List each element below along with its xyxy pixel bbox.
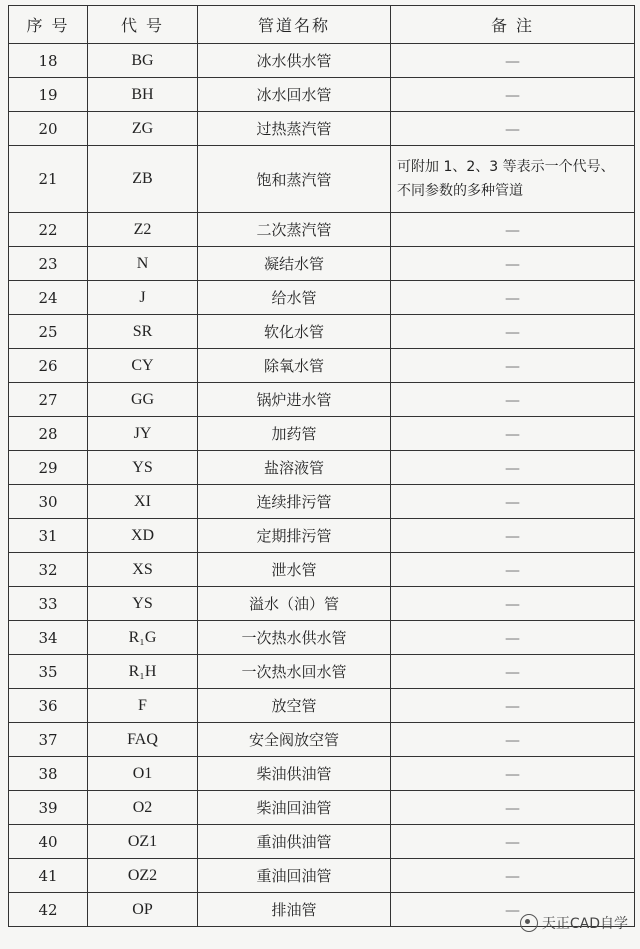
row-remark: — (391, 757, 635, 791)
row-number: 23 (9, 247, 88, 281)
row-code: CY (88, 349, 198, 383)
row-remark: — (391, 112, 635, 146)
row-number: 42 (9, 893, 88, 927)
row-pipe-name: 过热蒸汽管 (198, 112, 391, 146)
row-pipe-name: 重油供油管 (198, 825, 391, 859)
row-number: 21 (9, 146, 88, 213)
row-code: R₁H (88, 655, 198, 689)
row-pipe-name: 盐溶液管 (198, 451, 391, 485)
row-number: 24 (9, 281, 88, 315)
row-code: OZ2 (88, 859, 198, 893)
row-number: 27 (9, 383, 88, 417)
table-row (9, 112, 635, 146)
row-number: 28 (9, 417, 88, 451)
row-number: 18 (9, 44, 88, 78)
row-pipe-name: 溢水（油）管 (198, 587, 391, 621)
row-remark: — (391, 893, 635, 927)
row-pipe-name: 排油管 (198, 893, 391, 927)
row-remark: — (391, 485, 635, 519)
row-pipe-name: 安全阀放空管 (198, 723, 391, 757)
row-remark: — (391, 689, 635, 723)
row-pipe-name: 一次热水回水管 (198, 655, 391, 689)
row-number: 34 (9, 621, 88, 655)
row-remark: — (391, 281, 635, 315)
table-row (9, 247, 635, 281)
row-number: 35 (9, 655, 88, 689)
row-number: 25 (9, 315, 88, 349)
row-code: N (88, 247, 198, 281)
row-number: 36 (9, 689, 88, 723)
row-pipe-name: 饱和蒸汽管 (198, 146, 391, 213)
pipe-code-table (8, 5, 635, 927)
table-row (9, 825, 635, 859)
table-row (9, 281, 635, 315)
row-code: OP (88, 893, 198, 927)
table-row (9, 655, 635, 689)
row-remark: — (391, 451, 635, 485)
table-row (9, 44, 635, 78)
row-code: BG (88, 44, 198, 78)
row-remark: — (391, 44, 635, 78)
row-number: 19 (9, 78, 88, 112)
table-row (9, 791, 635, 825)
row-pipe-name: 凝结水管 (198, 247, 391, 281)
table-row (9, 587, 635, 621)
row-code: O1 (88, 757, 198, 791)
row-remark: — (391, 519, 635, 553)
table-row (9, 723, 635, 757)
table-row (9, 146, 635, 213)
row-code: OZ1 (88, 825, 198, 859)
row-remark: — (391, 723, 635, 757)
row-number: 29 (9, 451, 88, 485)
row-code: SR (88, 315, 198, 349)
row-code: YS (88, 587, 198, 621)
row-remark: — (391, 213, 635, 247)
wechat-icon (520, 914, 538, 932)
row-remark: — (391, 655, 635, 689)
watermark (520, 913, 628, 933)
row-pipe-name: 冰水回水管 (198, 78, 391, 112)
row-code: FAQ (88, 723, 198, 757)
row-number: 31 (9, 519, 88, 553)
row-code: ZB (88, 146, 198, 213)
row-code: O2 (88, 791, 198, 825)
row-pipe-name: 除氧水管 (198, 349, 391, 383)
row-number: 22 (9, 213, 88, 247)
table-row (9, 349, 635, 383)
row-pipe-name: 定期排污管 (198, 519, 391, 553)
table-row (9, 417, 635, 451)
row-code: GG (88, 383, 198, 417)
table-row (9, 485, 635, 519)
row-pipe-name: 柴油供油管 (198, 757, 391, 791)
table-row (9, 315, 635, 349)
table-row (9, 519, 635, 553)
row-code: BH (88, 78, 198, 112)
table-row (9, 78, 635, 112)
row-pipe-name: 冰水供水管 (198, 44, 391, 78)
row-remark: — (391, 78, 635, 112)
row-number: 33 (9, 587, 88, 621)
header-code: 代 号 (88, 6, 198, 44)
row-code: J (88, 281, 198, 315)
row-code: JY (88, 417, 198, 451)
table-row (9, 621, 635, 655)
row-number: 38 (9, 757, 88, 791)
row-remark: — (391, 791, 635, 825)
row-number: 32 (9, 553, 88, 587)
row-pipe-name: 软化水管 (198, 315, 391, 349)
table-row (9, 757, 635, 791)
pipe-code-table-page (8, 5, 634, 940)
row-pipe-name: 给水管 (198, 281, 391, 315)
header-pipe-name: 管道名称 (198, 6, 391, 44)
table-row (9, 553, 635, 587)
header-remark: 备 注 (391, 6, 635, 44)
row-number: 40 (9, 825, 88, 859)
row-remark: — (391, 247, 635, 281)
row-number: 39 (9, 791, 88, 825)
table-row (9, 859, 635, 893)
row-pipe-name: 连续排污管 (198, 485, 391, 519)
table-row (9, 451, 635, 485)
row-code: XS (88, 553, 198, 587)
row-pipe-name: 加药管 (198, 417, 391, 451)
row-pipe-name: 柴油回油管 (198, 791, 391, 825)
row-code: ZG (88, 112, 198, 146)
row-code: F (88, 689, 198, 723)
row-pipe-name: 一次热水供水管 (198, 621, 391, 655)
row-number: 30 (9, 485, 88, 519)
row-remark: — (391, 553, 635, 587)
row-number: 41 (9, 859, 88, 893)
row-remark: — (391, 825, 635, 859)
table-row (9, 383, 635, 417)
header-number: 序 号 (9, 6, 88, 44)
row-remark: — (391, 859, 635, 893)
row-remark: — (391, 587, 635, 621)
row-remark: — (391, 315, 635, 349)
table-row (9, 689, 635, 723)
row-code: XI (88, 485, 198, 519)
row-pipe-name: 锅炉进水管 (198, 383, 391, 417)
row-code: R₁G (88, 621, 198, 655)
row-remark: — (391, 383, 635, 417)
row-remark: — (391, 349, 635, 383)
row-pipe-name: 放空管 (198, 689, 391, 723)
table-row (9, 213, 635, 247)
row-remark: 可附加 1、2、3 等表示一个代号、不同参数的多种管道 (391, 146, 635, 213)
row-code: Z2 (88, 213, 198, 247)
row-number: 26 (9, 349, 88, 383)
row-pipe-name: 重油回油管 (198, 859, 391, 893)
row-number: 20 (9, 112, 88, 146)
row-remark: — (391, 417, 635, 451)
row-pipe-name: 二次蒸汽管 (198, 213, 391, 247)
watermark-text: 天正CAD自学 (541, 916, 628, 932)
row-code: YS (88, 451, 198, 485)
row-pipe-name: 泄水管 (198, 553, 391, 587)
table-header-row (9, 6, 635, 44)
row-number: 37 (9, 723, 88, 757)
row-code: XD (88, 519, 198, 553)
row-remark: — (391, 621, 635, 655)
